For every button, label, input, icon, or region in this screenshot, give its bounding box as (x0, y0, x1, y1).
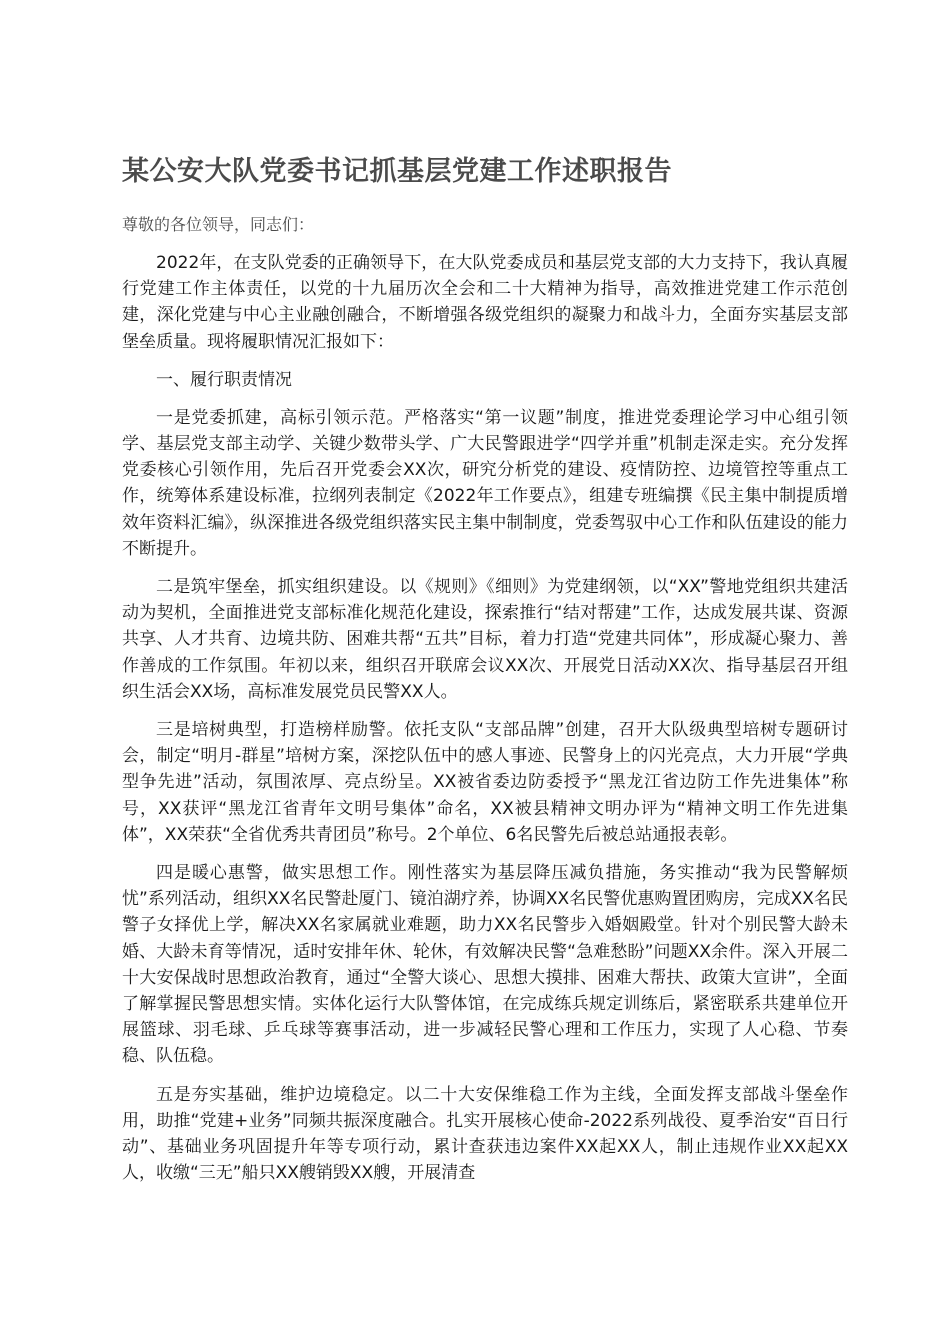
paragraph-border-stability: 五是夯实基础，维护边境稳定。以二十大安保维稳工作为主线，全面发挥支部战斗堡垒作用，助推“党建+业务”同频共振深度融合。扎实开展核心使命-2022系列战役、夏季治安“百日行动”、基础业务巩固提升年等专项行动，累计查获违边案件XX起XX人，制止违规作业XX起XX人，收缴“三无”船只XX艘销毁XX艘，开展清查 (122, 1084, 848, 1184)
paragraph-organization: 二是筑牢堡垒，抓实组织建设。以《规则》《细则》为党建纲领，以“XX”警地党组织共建活动为契机，全面推进党支部标准化规范化建设，探索推行“结对帮建”工作，达成发展共谋、资源共享、人才共育、边境共防、困难共帮“五共”目标，着力打造“党建共同体”，形成凝心聚力、善作善成的工作氛围。年初以来，组织召开联席会议XX次、开展党日活动XX次、指导基层召开组织生活会XX场，高标准发展党员民警XX人。 (122, 577, 848, 702)
section-heading: 一、履行职责情况 (156, 369, 292, 390)
paragraph-party-committee: 一是党委抓建，高标引领示范。严格落实“第一议题”制度，推进党委理论学习中心组引领学、基层党支部主动学、关键少数带头学、广大民警跟进学“四学并重”机制走深走实。充分发挥党委核心引领作用，先后召开党委会XX次，研究分析党的建设、疫情防控、边境管控等重点工作，统筹体系建设标准，拉纲列表制定《2022年工作要点》，组建专班编撰《民主集中制提质增效年资料汇编》，纵深推进各级党组织落实民主集中制制度，党委驾驭中心工作和队伍建设的能力不断提升。 (122, 407, 848, 559)
paragraph-police-care: 四是暖心惠警，做实思想工作。刚性落实为基层降压减负措施，务实推动“我为民警解烦忧”系列活动，组织XX名民警赴厦门、镜泊湖疗养，协调XX名民警优惠购置团购房，完成XX名民警子女择优上学，解决XX名家属就业难题，助力XX名民警步入婚姻殿堂。针对个别民警大龄未婚、大龄未育等情况，适时安排年休、轮休，有效解决民警“急难愁盼”问题XX余件。深入开展二十大安保战时思想政治教育，通过“全警大谈心、思想大摸排、困难大帮扶、政策大宣讲”，全面了解掌握民警思想实情。实体化运行大队警体馆，在完成练兵规定训练后，紧密联系共建单位开展篮球、羽毛球、乒乓球等赛事活动，进一步减轻民警心理和工作压力，实现了人心稳、节奏稳、队伍稳。 (122, 863, 848, 1067)
intro-paragraph: 2022年，在支队党委的正确领导下，在大队党委成员和基层党支部的大力支持下，我认真履行党建工作主体责任，以党的十九届历次全会和二十大精神为指导，高效推进党建工作示范创建，深化党建与中心主业融创融合，不断增强各级党组织的凝聚力和战斗力，全面夯实基层支部堡垒质量。现将履职情况汇报如下： (122, 253, 848, 352)
paragraph-role-models: 三是培树典型，打造榜样励警。依托支队“支部品牌”创建，召开大队级典型培树专题研讨会，制定“明月-群星”培树方案，深挖队伍中的感人事迹、民警身上的闪光亮点，大力开展“学典型争先进”活动，氛围浓厚、亮点纷呈。XX被省委边防委授予“黑龙江省边防工作先进集体”称号，XX获评“黑龙江省青年文明号集体”命名，XX被县精神文明办评为“精神文明工作先进集体”，XX荣获“全省优秀共青团员”称号。2个单位、6名民警先后被总站通报表彰。 (122, 720, 848, 845)
document-page (122, 150, 848, 1199)
document-title: 某公安大队党委书记抓基层党建工作述职报告 (122, 156, 672, 187)
salutation: 尊敬的各位领导，同志们： (122, 215, 315, 234)
